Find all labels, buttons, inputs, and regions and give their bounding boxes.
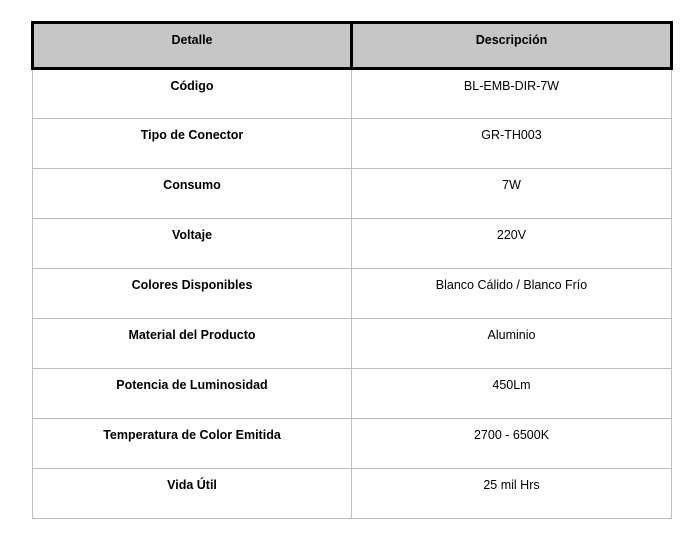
row-label-cell [33, 419, 352, 469]
row-label-cell [33, 69, 352, 119]
row-value: 220V [496, 228, 527, 242]
table-body [33, 69, 672, 519]
row-label-cell [33, 469, 352, 519]
row-label-cell [33, 219, 352, 269]
table-row [33, 169, 672, 219]
row-value-cell [352, 219, 672, 269]
row-value: BL-EMB-DIR-7W [463, 79, 560, 93]
row-value: 450Lm [492, 378, 531, 392]
row-label: Consumo [163, 178, 221, 192]
row-value-cell [352, 169, 672, 219]
row-label: Potencia de Luminosidad [116, 378, 268, 392]
row-value: GR-TH003 [481, 128, 542, 142]
header-detalle-text: Detalle [171, 33, 213, 47]
table-header [33, 23, 672, 69]
row-label: Material del Producto [128, 328, 256, 342]
row-value-cell [352, 269, 672, 319]
row-value-cell [352, 319, 672, 369]
row-value: 2700 - 6500K [473, 428, 550, 442]
row-label: Código [170, 79, 214, 93]
table-row [33, 269, 672, 319]
row-label-cell [33, 369, 352, 419]
row-label: Colores Disponibles [131, 278, 253, 292]
row-label: Temperatura de Color Emitida [103, 428, 281, 442]
row-value: Blanco Cálido / Blanco Frío [435, 278, 588, 292]
row-value-cell [352, 469, 672, 519]
table-row [33, 369, 672, 419]
row-label: Tipo de Conector [140, 128, 244, 142]
table-row [33, 69, 672, 119]
row-label-cell [33, 119, 352, 169]
header-detalle [33, 23, 352, 69]
row-value: 25 mil Hrs [483, 478, 540, 492]
table-row [33, 119, 672, 169]
row-label-cell [33, 319, 352, 369]
table-row [33, 219, 672, 269]
row-label-cell [33, 169, 352, 219]
row-label: Voltaje [171, 228, 213, 242]
row-label: Vida Útil [167, 478, 217, 492]
table-row [33, 319, 672, 369]
row-value: Aluminio [487, 328, 536, 342]
header-descripcion [352, 23, 672, 69]
row-value-cell [352, 69, 672, 119]
row-value-cell [352, 419, 672, 469]
row-label-cell [33, 269, 352, 319]
table-row [33, 469, 672, 519]
row-value-cell [352, 369, 672, 419]
header-row [33, 23, 672, 69]
row-value: 7W [502, 178, 521, 192]
row-value-cell [352, 119, 672, 169]
table-row [33, 419, 672, 469]
spec-table [31, 21, 673, 519]
header-descripcion-text: Descripción [475, 33, 548, 47]
